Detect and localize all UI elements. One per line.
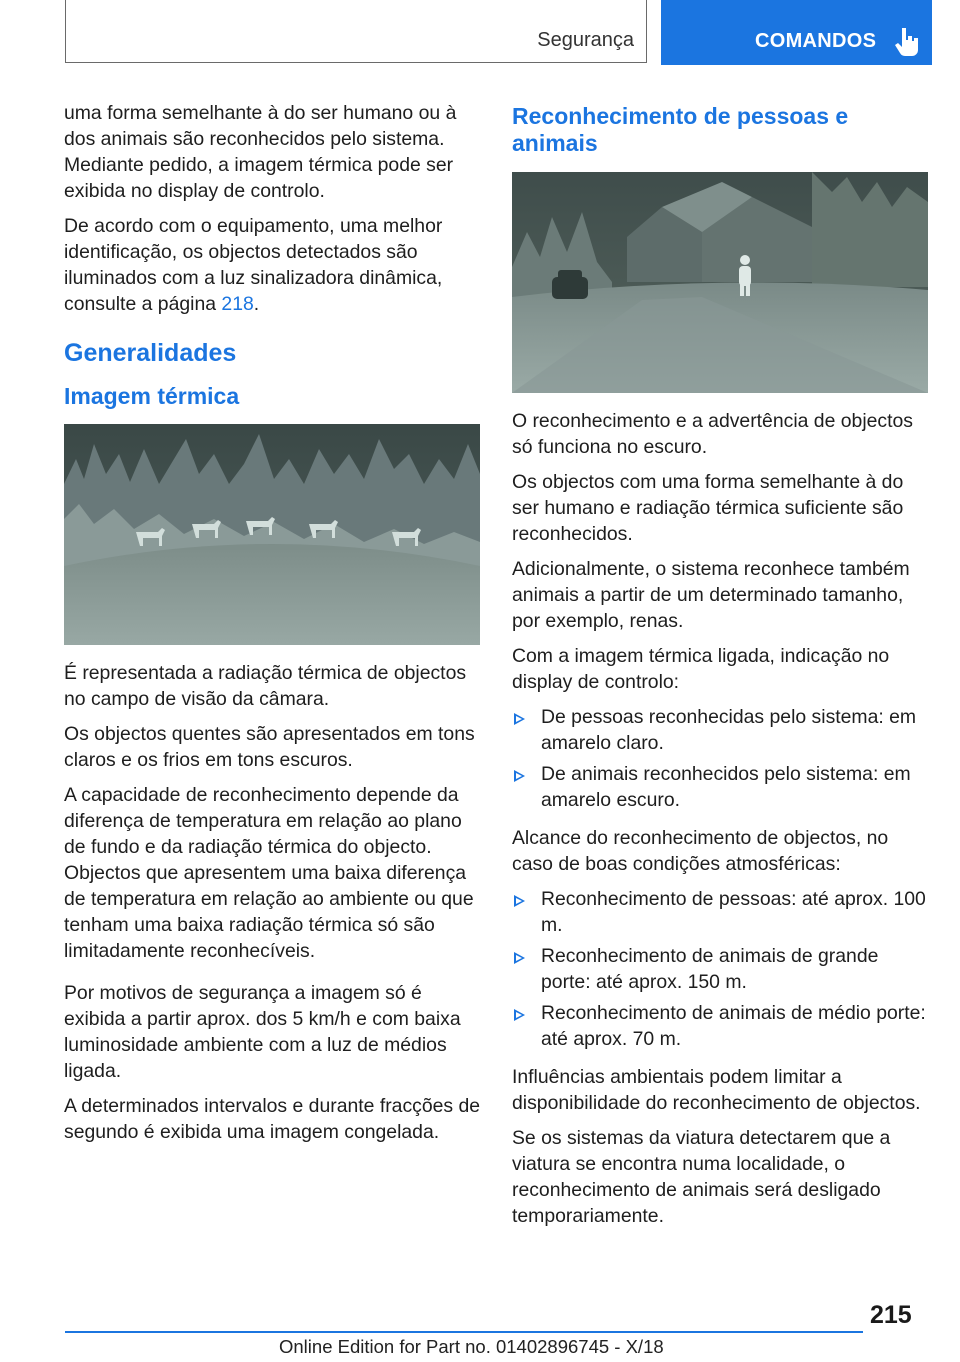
paragraph-text: De acordo com o equipamento, uma melhor identificação, os objectos detectados são iluminados com a luz sinalizadora dinâmica, consulte a página <box>64 215 443 315</box>
paragraph: Os objectos com uma forma semelhante à do ser humano e radiação térmica suficiente são reconhecidos. <box>512 471 904 545</box>
right-column <box>512 100 930 1238</box>
pointing-hand-icon <box>893 26 921 56</box>
paragraph: A determinados intervalos e durante fracções de segundo é exibida uma imagem congelada. <box>64 1095 481 1143</box>
paragraph <box>64 213 482 317</box>
footer-divider <box>65 1331 863 1333</box>
page-number: 215 <box>870 1301 912 1329</box>
footer-edition: Online Edition for Part no. 01402896745 - X/18 <box>279 1336 664 1357</box>
paragraph: Influências ambientais podem limitar a disponibilidade do reconhecimento de objectos. <box>512 1066 921 1114</box>
paragraph: É representada a radiação térmica de objectos no campo de visão da câmara. <box>64 662 467 710</box>
triangle-bullet-icon <box>514 713 525 725</box>
display-indication-list <box>512 704 930 813</box>
heading-reconhecimento: Reconhecimento de pessoas e animais <box>512 103 849 156</box>
paragraph: Por motivos de segurança a imagem só é exibida a partir aprox. dos 5 km/h e com baixa luminosidade ambiente com a luz de médios ligada. <box>64 982 461 1082</box>
list-item: Reconhecimento de pessoas: até aprox. 100 m. <box>512 886 930 938</box>
page-header <box>0 0 960 66</box>
paragraph: Alcance do reconhecimento de objectos, no caso de boas condições atmosféricas: <box>512 827 889 875</box>
paragraph: uma forma semelhante à do ser humano ou à dos animais são reconhecidos pelo sistema. Mediante pedido, a imagem térmica pode ser exibida no display de controlo. <box>64 102 457 202</box>
thermal-animals-image <box>64 424 480 645</box>
range-list <box>512 886 930 1052</box>
thermal-pedestrian-image <box>512 172 928 393</box>
chapter-tab-label: COMANDOS <box>755 30 877 52</box>
paragraph: O reconhecimento e a advertência de objectos só funciona no escuro. <box>512 410 913 458</box>
heading-generalidades: Generalidades <box>64 339 237 367</box>
triangle-bullet-icon <box>514 895 525 907</box>
paragraph: Adicionalmente, o sistema reconhece também animais a partir de um determinado tamanho, por exemplo, renas. <box>512 558 910 632</box>
section-header-box <box>65 0 647 63</box>
section-title: Segurança <box>537 29 634 51</box>
list-item: De animais reconhecidos pelo sistema: em amarelo escuro. <box>512 761 930 813</box>
list-item: Reconhecimento de animais de grande porte: até aprox. 150 m. <box>512 943 930 995</box>
list-item: De pessoas reconhecidas pelo sistema: em amarelo claro. <box>512 704 930 756</box>
heading-imagem-termica: Imagem térmica <box>64 383 240 409</box>
paragraph: Os objectos quentes são apresentados em tons claros e os frios em tons escuros. <box>64 723 475 771</box>
paragraph: Se os sistemas da viatura detectarem que a viatura se encontra numa localidade, o reconhecimento de animais será desligado temporariamente. <box>512 1127 891 1227</box>
triangle-bullet-icon <box>514 952 525 964</box>
paragraph: A capacidade de reconhecimento depende da diferença de temperatura em relação ao plano de fundo e da radiação térmica do objecto. Objectos que apresentem uma baixa diferença de temperatura em relação ao ambiente ou que tenham uma baixa radiação térmica só são limitadamente reconhecíveis. <box>64 784 474 962</box>
chapter-tab[interactable] <box>661 0 932 65</box>
left-column <box>64 100 482 1154</box>
list-item: Reconhecimento de animais de médio porte: até aprox. 70 m. <box>512 1000 930 1052</box>
triangle-bullet-icon <box>514 1009 525 1021</box>
triangle-bullet-icon <box>514 770 525 782</box>
page-link-218[interactable]: 218 <box>221 293 254 315</box>
paragraph: Com a imagem térmica ligada, indicação no display de controlo: <box>512 645 890 693</box>
paragraph-end: . <box>253 293 260 315</box>
